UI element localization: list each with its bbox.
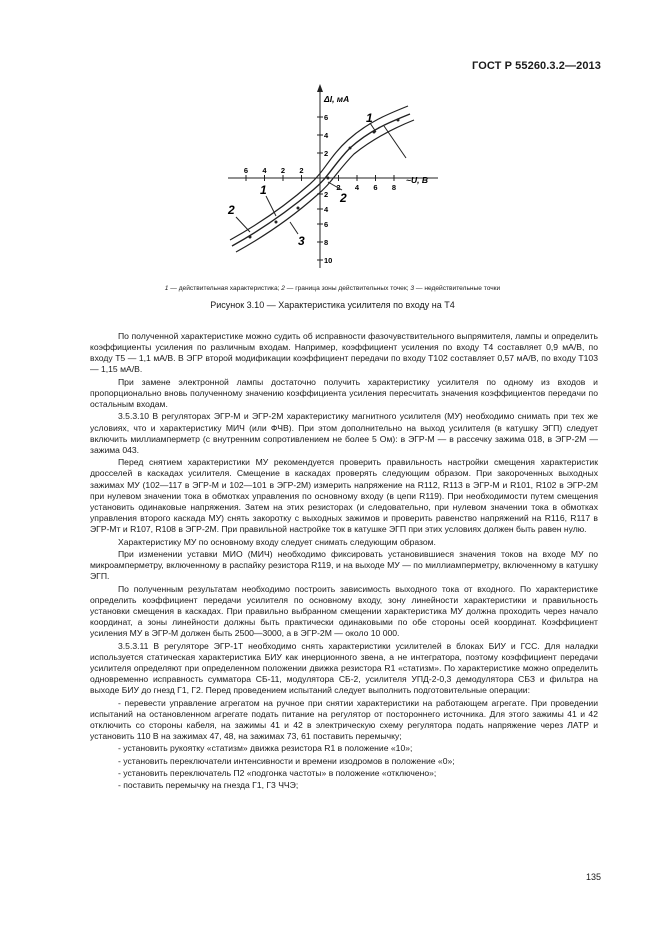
- y-tick-label: 6: [324, 113, 329, 122]
- curve-label-1: 1: [366, 111, 373, 125]
- x-axis-label: ~U, В: [406, 175, 428, 185]
- figure-legend: [60, 285, 605, 292]
- paragraph: По полученным результатам необходимо построить зависимость выходного тока от входного. По характеристике определить коэффициент передачи усилителя по основному входу, зону линейности характеристики и правильность установки смещения в каскадах. При правильно выбранном смещении характеристика МУ должна проходить через начало координат, а зоны линейности должны быть практически одинаковыми по обе стороны осей координат. Коэффициент усиления МУ в ЭГР-М должен быть 2500—3000, а в ЭГР-2М — около 10 000.: [90, 583, 598, 639]
- paragraph: При замене электронной лампы достаточно получить характеристику усилителя по одному из входов и пропорционально вновь полученному значению коэффициента усиления пересчитать значения коэффициентов передачи по остальным входам.: [90, 376, 598, 410]
- paragraph: Перед снятием характеристики МУ рекомендуется проверить правильность настройки смещения характеристик дросселей в каскадах усилителя. Смещение в каскадах проверять следующим образом. При закороченных выходных зажимах МУ (102—117 в ЭГР-М и 102—101 в ЭГР-2М) измерить напряжение на R112, R113 в ЭГР-М и R101, R102 в ЭГР-2М при нулевом значении тока в обмотках управления по основному входу (в цепи R119). При необходимости путем смещения установить одинаковые напряжения. Затем на этих резисторах (и следовательно, при нулевом значении тока в обмотках управления второго каскада МУ) снять закоротку с выходных зажимов и проверить равенство напряжений на R116, R117 в ЭГР-Мт и R107, R108 в ЭГР-2М. При правильной настройке ток в катушке ЭГП при этих условиях должен быть равен нулю.: [90, 457, 598, 535]
- paragraph: При изменении уставки МИО (МИЧ) необходимо фиксировать установившиеся значения токов на входе МУ по микроамперметру, включенному в распайку резистора R119, и на выходе МУ — по миллиамперметру, включенному в катушку ЭГП.: [90, 548, 598, 582]
- list-item: - установить переключатель П2 «подгонка частоты» в положение «отключено»;: [118, 768, 437, 778]
- x-tick-label: 2: [336, 183, 341, 192]
- legend-text: — действительная характеристика;: [168, 285, 282, 292]
- legend-number: 2: [281, 285, 285, 292]
- page-number: 135: [585, 872, 601, 882]
- legend-number: 3: [410, 285, 415, 292]
- legend-number: 1: [164, 285, 169, 292]
- x-tick-label: 2: [299, 166, 304, 175]
- curve-label-1: 1: [260, 183, 267, 197]
- x-tick-label: 4: [354, 183, 360, 192]
- y-tick-label: 4: [324, 205, 329, 214]
- y-tick-label: 2: [324, 190, 329, 199]
- characteristic-chart: [210, 82, 440, 272]
- paragraph: 3.5.3.10 В регуляторах ЭГР-М и ЭГР-2М характеристику магнитного усилителя (МУ) необходимо снимать при тех же условиях, что и характеристику МИЧ (или ФЧВ). При этом дополнительно на выход усилителя (в катушку ЭГП) следует включить миллиамперметр (с внутренним сопротивлением не более 5 Ом): в ЭГР-М — в рассечку зажима 018, в ЭГР-2М — зажима 043.: [90, 411, 598, 455]
- curve-label-2: 2: [228, 203, 235, 217]
- y-tick-label: 2: [324, 149, 329, 158]
- document-body: [90, 331, 598, 793]
- amplifier-characteristic-figure: [210, 82, 440, 272]
- x-tick-label: 2: [280, 166, 286, 175]
- y-tick-label: 10: [324, 256, 333, 265]
- standard-header: ГОСТ Р 55260.3.2—2013: [472, 60, 601, 72]
- curve-3-invalid-point-line: [384, 126, 406, 158]
- y-axis-label: ΔI, мА: [324, 94, 350, 104]
- curve-label-2: 2: [340, 191, 347, 205]
- list-item: - установить рукоятку «статизм» движка резистора R1 в положение «10»;: [118, 743, 413, 754]
- paragraph: Характеристику МУ по основному входу следует снимать следующим образом.: [118, 536, 436, 547]
- curve-label-3: 3: [298, 234, 305, 248]
- legend-text: — недействительные точки: [414, 285, 501, 292]
- list-item: - поставить перемычку на гнезда Г1, Г3 ЧЧЭ;: [118, 780, 299, 791]
- y-tick-label: 4: [324, 131, 329, 140]
- x-tick-label: 8: [391, 183, 397, 192]
- x-tick-label: 4: [262, 166, 267, 175]
- y-tick-label: 8: [324, 238, 329, 247]
- x-tick-label: 6: [243, 166, 249, 175]
- y-tick-label: 6: [324, 220, 329, 229]
- figure-caption: Рисунок 3.10 — Характеристика усилителя по входу на Т4: [210, 300, 455, 310]
- curve-1-actual-characteristic: [232, 114, 410, 246]
- list-item: - установить переключатели интенсивности и времени изодромов в положение «0»;: [118, 755, 455, 766]
- paragraph: 3.5.3.11 В регуляторе ЭГР-1Т необходимо снять характеристики усилителей в блоках БИУ и ГСС. Для наладки используется статическая характеристика БИУ как инерционного звена, а не интегратора, поэтому коэффициент передачи усилителя определяют при определенном положении движка резистора R1 «статизм». По характеристике можно определить одновременно исправность сумматора СБ-11, модулятора СБ-2, усилителя УПД-2-0,3 демодулятора СБЗ и фильтра на выходе БИУ до гнезд Г1, Г2. Перед проведением испытаний следует выполнить подготовительные операции:: [90, 640, 598, 696]
- y-axis-arrow: [317, 84, 323, 92]
- paragraph: По полученной характеристике можно судить об исправности фазочувствительного выпрямителя, лампы и определить коэффициенты усиления по различным входам. Например, коэффициент усиления по входу Т4 составляет 0,9 мА/В, по входу Т5 — 1,1 мА/В. В ЭГР второй модификации коэффициент передачи по входу Т102 составляет 0,57 мА/В, по входу Т103 — 1,15 мА/В.: [90, 331, 598, 375]
- x-tick-label: 6: [373, 183, 378, 192]
- list-item: - перевести управление агрегатом на ручное при снятии характеристики на работающем агрегате. При проведении испытаний на остановленном агрегате подать питание на регулятор от постороннего источника. Для этого зажимы 41 и 42 отключить со стороны кабеля, на зажимы 41 и 42 в электрическую схему регулятора подать напряжение через ЛАТР и установить 110 В на зажимах 47, 48, на зажимах 73, 61 поставить перемычку;: [90, 697, 598, 741]
- legend-text: — граница зоны действительных точек;: [284, 285, 411, 292]
